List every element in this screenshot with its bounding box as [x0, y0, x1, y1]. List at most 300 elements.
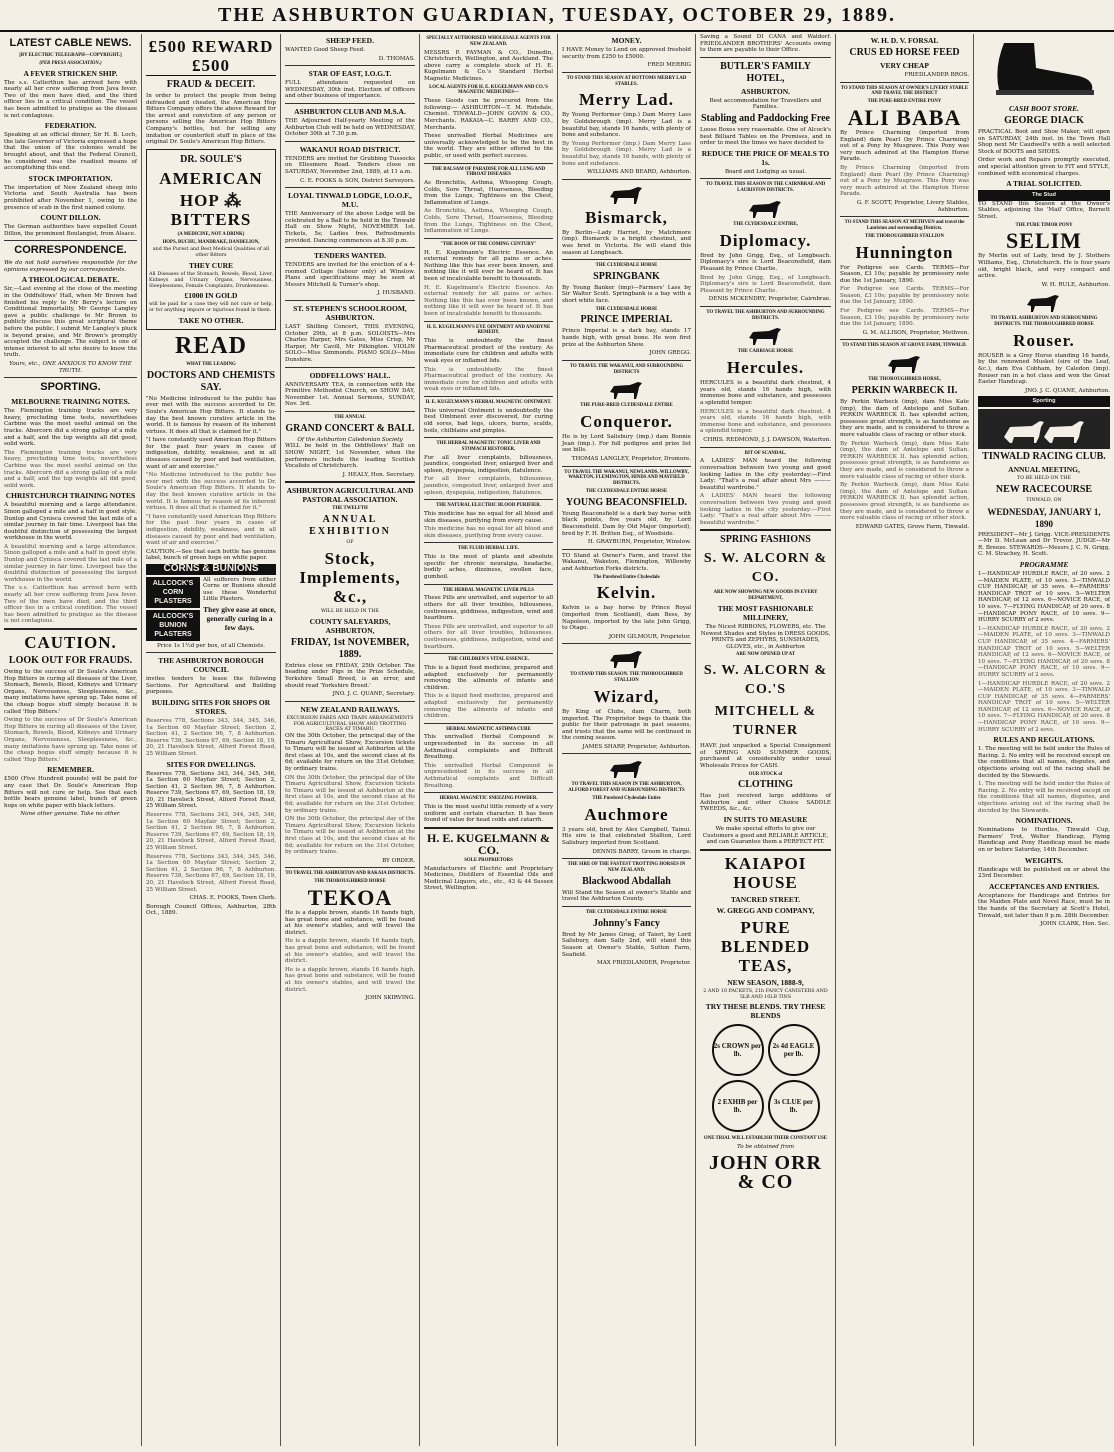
- paradise-heading: THE BALSAM OF PARADISE FOR ALL LUNG AND THROAT DISEASES: [431, 166, 546, 178]
- reward-heading: £500 REWARD £500: [146, 37, 276, 76]
- concert-signature: J. HEALY, Hon. Secretary.: [342, 471, 415, 478]
- ali-heading: ALI BABA: [847, 104, 962, 130]
- fever-text: The s.s. Catterthun has arrived here with nearly all her crew suffering from Java fever. Two of the men have died, and the third officer lies in a critical condition. The vessel has been admitted to pratique as the disease is not contagious.: [4, 79, 137, 119]
- tekoa-text-cont: He is a dapple brown, stands 16 hands high, has great bone and substance, will be found at his owner's stables, and will travel the district.: [285, 938, 415, 965]
- hunnington-signature: G. M. ALLISON, Proprietor, Methven.: [862, 329, 969, 336]
- column-5: [558, 34, 696, 1446]
- railways-sub: EXCURSION FARES AND TRAIN ARRANGEMENTS FOR AGRICULTURAL SHOW AND TROTTING RACES AT TIMARU.: [286, 715, 414, 733]
- melbourne-text: The Flemington training tracks are very heavy, precluding time tests, nevertheless Carbine was the most useful animal on the tracks. Abercorn did a strong gallop of a mile and a half, and the top weights all did good, solid work.: [4, 408, 137, 448]
- racecourse-heading: NEW RACECOURSE: [995, 483, 1093, 495]
- eye-text-cont: This is undoubtedly the finest Pharmaceutical product of the century. As immediate cure for children and adults with weak eyes or inflamed lids.: [424, 366, 553, 393]
- fraud-text: In order to protect the people from being defrauded and cheated, the American Hop Bitters Company offers the above Reward for the arrest and conviction of any person or persons selling the American Hop Bitters Company's bottles, but for selling any imitation or counterfeit stuff in place of the original Dr. Soule's American Hop Bitters.: [146, 93, 276, 146]
- herbal-text: These unrivalled Herbal Medicines are universally acknowledged to be the best in the world. They are either offered to the public, or used with perfect success.: [424, 133, 553, 159]
- ointment-heading: H. E. KUGELMANN'S HERBAL MAGNETIC OINTMENT.: [425, 399, 552, 405]
- lodge-heading: LOYAL TINWALD LODGE, I.O.O.F., M.U.: [288, 191, 412, 210]
- sheep-text: WANTED Good Sheep Feed.: [285, 47, 366, 53]
- horse-icon: [880, 352, 930, 374]
- horse-icon: [602, 378, 652, 400]
- scandal-text: A LADIES' MAN heard the following conversation between two young and good looking ladies in the city yesterday:—First Lady: "That's a real affair about Mrs ——— beautiful wardrobe.": [700, 458, 831, 491]
- dillon-text: The German authorities have expelled Count Dillon, the prominent Boulangist, from Alsace.: [4, 224, 137, 237]
- stock-text: The importation of New Zealand sheep into Victoria and South Australia has been prohibited after November 1, owing to the presence of scab in the first named colony.: [4, 184, 137, 211]
- sheep-heading: SHEEP FEED.: [326, 36, 374, 45]
- caution-heading: CAUTION.: [24, 633, 117, 652]
- held-on: TO BE HELD ON THE: [1017, 476, 1071, 482]
- auchmore-pre: TO TRAVEL THIS SEASON IN THE ASHBURTON, ALFORD FOREST AND SURROUNDING DISTRICTS: [568, 782, 685, 794]
- hercules-signature: CHRIS. REDMOND, J. J. DAWSON, Waterton.: [703, 437, 831, 444]
- sites-text: Reserves 778, Sections 343, 344, 345, 346, 1a Section 60 Mayfair Street; Section 2, Section 41, 2 Section 96, 7, 8 Ashburton. Reserve 739, Sections 67, 69, Section 18, 19, 20, 21 Havelock Street, Alford Forest Road, 25 William Street.: [146, 717, 276, 757]
- local-agents-heading: LOCAL AGENTS FOR H. E. KUGELMANN AND CO.'S MAGNETIC MEDICINES—: [429, 84, 548, 96]
- agri-heading: ASHBURTON AGRICULTURAL AND PASTORAL ASSOCIATION.: [286, 486, 414, 505]
- teas-heading: PURE BLENDED TEAS,: [720, 917, 811, 975]
- perkin-pre: TO STAND THIS SEASON AT GROVE FARM, TINWALD.: [842, 343, 967, 349]
- tekoa-pre: TO TRAVEL THE ASHBURTON AND RAKAIA DISTRICTS.: [285, 871, 415, 877]
- young-pre2: THE CLYDESDALE ENTIRE HORSE: [585, 489, 668, 494]
- selim-pre: TO STAND this Season at the Owner's Stables, adjoining the 'Mail' Office, Burnett Street.: [978, 200, 1110, 220]
- spring-heading: SPRING FASHIONS: [720, 534, 811, 546]
- caution-text-cont: Owing to the success of Dr Soule's American Hop Bitters in curing all diseases of the Liver, Stomach, Bowels, Blood, Kidneys and Urinary Organs, Nervousness, Sleeplessness, &c., many imitations have sprung up. Take none of the cheap bogus stuff simply because it is called 'Hop Bitters.': [4, 717, 137, 763]
- perkin-text-cont: By Perkin Warbeck (imp), dam Miss Kate (imp), the dam of Antelope and Sultan. PERKIN WARBECK II. has splendid action, possesses great strength, is as handsome as they are made, and is considered to throw a more valuable class of racing or other stock.: [840, 440, 969, 480]
- nominations-heading: NOMINATIONS.: [1015, 816, 1073, 826]
- prince-pre: THE CLYDESDALE HORSE: [595, 306, 658, 312]
- perkin-pre2: THE THOROUGHBRED HORSE,: [868, 377, 941, 383]
- agents-text: MESSRS P. FAYMAN & CO., Dunedin, Christchurch, Wellington, and Auckland. The above carry a complete stock of H. E. Kugelmann & Co.'s Standard Herbal Magnetic Medicines.: [424, 49, 553, 82]
- sheep-signature: D. THOMAS.: [378, 55, 415, 62]
- prince-heading: PRINCE IMPERIAL: [580, 314, 673, 326]
- hop-bitters-ad: [146, 149, 276, 330]
- perkin-heading: PERKIN WARBECK II.: [851, 385, 958, 397]
- wizard-pre: TO STAND THIS SEASON. THE THOROUGHBRED STALLION: [570, 672, 683, 684]
- hercules-heading: Hercules.: [726, 358, 805, 378]
- dillon-heading: COUNT DILLON.: [40, 213, 101, 223]
- borough-heading: THE ASHBURTON BOROUGH COUNCIL: [158, 656, 264, 675]
- clothing-text: Has just received large additions of Ashburton and other Choice SADDLE TWEEDS, &c., &c.: [700, 793, 831, 813]
- diack-text: PRACTICAL Boot and Shoe Maker, will open on SATURDAY, 24th inst. in the Town Hall Shop next Mr Caudwell's with a well selected Stock of BOOTS and SHOES.: [978, 129, 1110, 155]
- cures-text: All Diseases of the Stomach, Bowels, Blood, Liver, Kidneys and Urinary Organs, Nervousness, Sleeplessness, Female Complaints, Drunkenness.: [149, 271, 273, 289]
- tonic-heading: THE HERBAL MAGNETIC TONIC LIVER AND STOMACH RESTORER.: [436, 441, 541, 452]
- wizard-text: By King of Clubs, dam Charm, both imported. The Proprietor begs to thank the public for their patronage in past seasons, and trusts that the same will be continued in the coming season.: [562, 708, 691, 742]
- merry-pre: TO STAND THIS SEASON AT BOTTOMS MERRY LAD STABLES.: [566, 75, 687, 87]
- agri-of: OF: [346, 540, 354, 546]
- borough-date: Borough Council Offices, Ashburton, 28th Oct., 1889.: [146, 903, 276, 917]
- railways-text-cont2: ON the 30th October, the principal day of the Timaru Agricultural Show, Excursion tickets to Timaru will be issued at Ashburton at the first class at 10s, and the second class at 6s 6d; available for return on the 31st October, by ordinary trains.: [285, 816, 415, 856]
- agri-signature: JNO. J. C. QUANE, Secretary.: [332, 691, 415, 698]
- pills-text: These Pills are unrivalled, and superior to all others for all liver troubles, biliousness, costiveness, giddiness, indigestion, wind and heartburn.: [424, 595, 553, 622]
- hunnington-heading: Hunnington: [855, 242, 954, 262]
- kelvin-signature: JOHN GILMOUR, Proprietor.: [608, 633, 691, 640]
- annual-meeting: ANNUAL MEETING,: [1008, 465, 1080, 475]
- purifier-text: This medicine has no equal for all blood and skin diseases, purifying from every cause.: [424, 511, 553, 524]
- asthma-heading: HERBAL MAGNETIC ASTHMA CURE: [446, 726, 531, 732]
- diplomacy-pre: TO TRAVEL THIS SEASON IN THE CAIRNBRAE AND LAURISTON DISTRICTS.: [705, 182, 826, 194]
- purifier-heading: THE NATURAL ELECTRIC BLOOD PURIFIER.: [436, 503, 541, 509]
- debate-text: Sir,—Last evening at the close of the meeting in the Oddfellows' Hall, when Mr Brown had finished his reply to Mr Berry's lecture on Conditional Immortality, Mr George Langley gave a public challenge to Mr Brown to publicly discuss this great scriptural theme before the public. I submit Mr Langley's pluck is beyond praise, and Mr Brown's promptly accepted the challenge. The subject is one of intense interest to all who desire to know the truth.: [4, 286, 137, 359]
- acceptances-text: Acceptances for Handicaps and Entries for the Maiden Plate and Novel Race, must be in the hands of the Secretary at Scott's Hotel, Tinwald, not later than 9 p.m. 28th December.: [978, 892, 1110, 919]
- boon-heading: "THE BOON OF THE COMING CENTURY": [440, 241, 537, 247]
- column-2: [142, 34, 281, 1446]
- club-heading: ASHBURTON CLUB AND M.S.A.: [294, 106, 406, 116]
- column-7: [836, 34, 974, 1446]
- gold-reward-text: will be paid for a case they will not cure or help, or for anything impure or injurious found in them.: [149, 302, 273, 314]
- tancred-street: TANCRED STREET.: [730, 894, 801, 904]
- read-sub: WHAT THE LEADING: [186, 361, 236, 367]
- testimonial-2: "I have constantly used American Hop Bitters for the past four years in cases of indigestion, debility, weakness, and in all diseases caused by poor and bad ventilation, want of air and exercise.": [146, 437, 276, 470]
- agri-held: WILL BE HELD IN THE: [320, 608, 379, 614]
- agri-annual: ANNUAL EXHIBITION: [309, 514, 391, 538]
- caution-text: Owing to the success of Dr Soule's American Hop Bitters in curing all diseases of the Liver, Stomach, Bowels, Blood, Kidneys and Urinary Organs, Nervousness, Sleeplessness, &c., many imitations have sprung up. Take none of the cheap bogus stuff simply because it is called 'Hop Bitters.': [4, 669, 137, 715]
- hunnington-text-cont: For Pedigree see Cards. TERMS—For Season, £3 10s; payable by promissory note due the 1st January, 1890.: [840, 286, 969, 306]
- tekoa-heading: TEKOA: [307, 884, 393, 910]
- federation-heading: FEDERATION.: [44, 121, 97, 131]
- gold-reward: £1000 IN GOLD: [184, 291, 238, 301]
- concert-heading: GRAND CONCERT & BALL: [285, 422, 415, 434]
- concert-text: WILL be held in the Oddfellows' Hall on SHOW NIGHT, 1st November, when the performers include the leading Scottish Vocalists of Christchurch.: [285, 443, 415, 470]
- firm-text: Manufacturers of Electric and Proprietary Medicines, Distillers of Essential Oils and Medicinal Liquors, etc., etc., 43 & 44 Sussex Street, Wellington.: [424, 865, 553, 892]
- school-text: LAST Shilling Concert, THIS EVENING, October 29th, at 8 p.m. SOLOISTS—Mrs Charles Harper, Mrs Gates, Miss Crisp, Mr Harper, Mr Cavill, Mr Pilkington. VIOLIN SOLO—Miss Simmonds. PIANO SOLO—Miss Dunshire.: [285, 324, 415, 364]
- selim-pre2: THE PURE TIMOR PONY: [1015, 222, 1073, 228]
- perkin-signature: EDWARD GATES, Grove Farm, Tinwald.: [855, 523, 969, 530]
- boon-text: H. E. Kugelmann's Electric Essence. An external remedy for all pains or aches. Nothing like this has ever been known, and nothing like it will ever be heard of. It has been of incalculable benefit to thousands.: [424, 249, 553, 283]
- millinery-heading: THE MOST FASHIONABLE MILLINERY,: [717, 603, 814, 622]
- springbank-text: By Young Banker (imp)—Farmers' Lass by Sir Walter Scott. Springbank is a bay with a short white face.: [562, 284, 691, 305]
- conqueror-text: He is by Lord Salisbury (imp.) dam Bonnie Jean (imp.). For full pedigree and prize list see bills.: [562, 434, 691, 454]
- weights-heading: WEIGHTS.: [1024, 855, 1064, 865]
- wakanui-signature: C. E. FOOKS & SON, District Surveyors.: [300, 177, 415, 184]
- borough-text: invites tenders to lease the following Sections. For Agricultural and Building purposes.: [146, 676, 276, 696]
- tekoa-text: He is a dapple brown, stands 16 hands high, has great bone and substance, will be found at his owner's stables, and will travel the district.: [285, 909, 415, 936]
- masthead-title: THE ASHBURTON GUARDIAN, TUESDAY, OCTOBER 29, 1889.: [218, 3, 896, 26]
- kelvin-text: Kelvin is a bay horse by Prince Royal (imported from Scotland), dam Bess, by Napoleon, imported by the late John Grigg, to Otago.: [562, 605, 691, 632]
- blend-clue: 3s CLUE per lb.: [768, 1080, 820, 1132]
- hercules-pre2: THE CARRIAGE HORSE: [737, 349, 794, 355]
- railways-text: ON the 30th October, the principal day of the Timaru Agricultural Show, Excursion tickets to Timaru will be issued at Ashburton at the first class at 10s, and the second class at 6s 6d; available for return on the 31st October, by ordinary trains.: [285, 733, 415, 773]
- brand-line-1: DR. SOULE'S: [180, 153, 242, 165]
- try-blends: TRY THESE BLENDS. TRY THESE BLENDS: [705, 1002, 826, 1021]
- ali-text-cont: By Prince Charming (imported from England) dam Pearl (by Prince Charming) out of a Pony by Musgrave. This Pony was very much admired at the Hampton Horse Parade.: [840, 164, 969, 198]
- horse-icon: [602, 757, 652, 779]
- diplomacy-heading: Diplomacy.: [719, 230, 812, 250]
- programme-heading: PROGRAMME: [1019, 560, 1069, 570]
- stabling-heading: Stabling and Paddocking Free: [700, 112, 830, 124]
- rouser-pre: TO TRAVEL ASHBURTON AND SURROUNDING DISTRICTS. THE THOROUGHBRED HORSE: [990, 316, 1098, 328]
- boon-text-cont: H. E. Kugelmann's Electric Essence. An external remedy for all pains or aches. Nothing like this has ever been known, and nothing like it will ever be heard of. It has been of incalculable benefit to thousands.: [424, 284, 553, 317]
- tea-blends-row: [700, 1022, 831, 1078]
- auchmore-text: 3 years old, bred by Alex Campbell, Tainui. His sire is that celebrated Stallion, Lord Salisbury imported from Scotland.: [562, 826, 691, 847]
- tonic-text-cont: For all liver complaints, biliousness, jaundice, congested liver, enlarged liver and spleen, dyspepsia, indigestion, flatulence.: [424, 476, 553, 496]
- ribbons-text: The Nicest RIBBONS, FLOWERS, etc. The Newest Shades and Styles in DRESS GOODS, PRINTS and ZEPHYRS, SUNSHADES, GLOVES, etc., in Ashburton: [700, 623, 831, 650]
- rouser-text: ROUSER is a Grey Horse standing 16 hands, by the renowned Musket (sire of the Leaf, &c.), dam Eva Cobham, by Caledon (imp). Rouser ran in a hot class and won the Great Easter Handicap.: [978, 352, 1110, 386]
- rules-heading: RULES AND REGULATIONS.: [993, 735, 1095, 745]
- lodge-text: THE Anniversary of the above Lodge will be celebrated by a Ball to be held in the Tinwald Hall on Show Night, NOVEMBER 1st. Tickets, 5s; Ladies free. Refreshments provided. Dancing commences at 8.30 p.m.: [285, 211, 415, 244]
- column-3: [281, 34, 420, 1446]
- corns-price: Price 1s 1½d per box, of all Chemists.: [157, 642, 265, 649]
- money-heading: MONEY.: [611, 36, 642, 45]
- star-text: FULL attendance requested on WEDNESDAY, 30th inst. Election of Officers and other business of importance.: [285, 80, 415, 100]
- tekoa-pre2: THE THOROUGHBRED HORSE: [314, 879, 386, 885]
- melbourne-text-cont: The Flemington training tracks are very heavy, precluding time tests, nevertheless Carbine was the most useful animal on the tracks. Abercorn did a strong gallop of a mile and a half, and the top weights all did good, solid work.: [4, 449, 137, 489]
- ali-text: By Prince Charming (imported from England) dam Pearl (by Prince Charming) out of a Pony by Musgrave. This Pony was very much admired at the Hampton Horse Parade.: [840, 129, 969, 163]
- doctors-heading: DOCTORS AND CHEMISTS SAY.: [146, 369, 276, 393]
- wakanui-heading: WAKANUI ROAD DISTRICT.: [299, 144, 401, 154]
- club-text: THE Adjourned Half-yearly Meeting of the Ashburton Club will be held on WEDNESDAY, October 30th at 7.30 p.m.: [285, 117, 415, 138]
- wizard-signature: JAMES SHARP, Proprietor, Ashburton.: [582, 743, 691, 750]
- friedlander-notice: Saving a Sound DI CANA and Waldorf. FRIEDLANDER BROTHERS' Accounts owing to them are payable to their Office.: [700, 34, 831, 54]
- agri-date: FRIDAY, 1st NOVEMBER, 1889.: [290, 636, 410, 660]
- blend-eagle: 2s 4d EAGLE per lb.: [768, 1024, 820, 1076]
- johnny-pre: THE CLYDESDALE ENTIRE HORSE: [585, 910, 668, 916]
- wizard-heading: Wizard,: [593, 686, 660, 706]
- horse-feed-heading: CRUS ED HORSE FEED: [849, 47, 960, 58]
- blackwood-pre: THE SIRE OF THE FASTEST TROTTING HORSES IN NEW ZEALAND.: [567, 862, 686, 874]
- eye-heading: H. E. KUGELMANN'S EYE OINTMENT AND ANODYNE REMEDY.: [426, 324, 551, 336]
- agri-stock: Stock, Implements, &c.,: [299, 548, 401, 606]
- alcorn-heading-2: S. W. ALCORN & CO.'S: [703, 663, 828, 698]
- remember-text: £500 (Five Hundred pounds) will be paid for any case that Dr. Soule's American Hop Bitters will not cure or help. See that each bottle bears genuine label, bunch of green hops on white paper with black letters.: [4, 776, 137, 809]
- auchmore-heading: Auchmore: [584, 804, 669, 824]
- firm-heading: H. E. KUGELMANN & CO.: [427, 830, 550, 857]
- bismarck-heading: Bismarck,: [585, 207, 668, 227]
- rouser-heading: Rouser.: [1013, 330, 1075, 350]
- paradise-text-cont: As Bronchitis, Asthma, Whooping Cough, Colds, Sore Throat, Hoarseness, Bleeding from the Lungs, Tightness on the Chest, Inflammation of Lungs.: [424, 208, 553, 235]
- christchurch-heading: CHRISTCHURCH TRAINING NOTES: [5, 491, 136, 501]
- ali-signature: G. F. SCOTT, Proprietor, Livery Stables, Ashburton.: [856, 199, 969, 213]
- asthma-text-cont: This unrivalled Herbal Compound is unprecedented in its success in all Asthmatical complaints and Difficult Breathing.: [424, 762, 553, 789]
- merry-heading: Merry Lad.: [579, 90, 674, 110]
- merry-text-cont: By Young Performer (imp.) Dam Merry Lass by Goldsbrough (imp). Merry Lad is a beautiful bay, stands 16 hands, with plenty of bone and substance.: [562, 140, 691, 167]
- money-text: I HAVE Money to Lend on approved freehold security from £250 to £5000.: [562, 47, 691, 60]
- correspondence-heading: CORRESPONDENCE.: [14, 244, 127, 257]
- trial-heading: A TRIAL SOLICITED.: [1006, 179, 1082, 189]
- mitchell-text: HAVE just unpacked a Special Consignment of SPRING AND SUMMER GOODS, purchased at considerably under usual Wholesale Prices for CASH.: [700, 743, 831, 769]
- blackwood-text: Will Stand the Season at owner's Stable and travel the Ashburton County.: [562, 889, 691, 903]
- hunnington-text-cont2: For Pedigree see Cards. TERMS—For Season, £3 10s; payable by promissory note due the 1st January, 1890.: [840, 308, 969, 328]
- column-6: [696, 34, 836, 1446]
- forsal-line: W. H. D. V. FORSAL: [870, 36, 939, 45]
- race-date: WEDNESDAY, JANUARY 1, 1890: [987, 506, 1101, 529]
- blend-crown: 2s CROWN per lb.: [712, 1024, 764, 1076]
- agents-heading: SPECIALLY AUTHORISED WHOLESALE AGENTS FOR NEW ZEALAND.: [426, 36, 551, 47]
- ali-pre2: THE PURE-BRED ENTIRE PONY: [867, 99, 942, 105]
- selim-heading: SELIM: [1006, 228, 1082, 254]
- borough-signature: CHAS. E. FOOKS, Town Clerk.: [189, 895, 276, 902]
- young-pre: TO TRAVEL THE WAKANUI, NEWLANDS, WILLOWBY, WAKETON, FLEMINGTON, HINDS AND MAYFIELD DISTRICTS.: [564, 469, 689, 487]
- concert-sub: Of the Ashburton Caledonian Society: [297, 436, 403, 443]
- oddfellows-heading: ODDFELLOWS' HALL.: [309, 370, 391, 380]
- kelvin-pre: TO Stand at Owner's Farm, and travel the Wakanui, Waketon, Flemington, Willowby and Ashburton Forks districts.: [562, 552, 691, 572]
- board-text: Board and Lodging as usual.: [724, 168, 807, 175]
- racing-horses-icon: [978, 409, 1110, 449]
- caution-2: CAUTION.—See that each bottle has genuine label, bunch of green hops on white paper.: [146, 548, 276, 562]
- corn-plaster-label: ALLCOCK'S CORN PLASTERS: [146, 577, 200, 608]
- tekoa-signature: JOHN SKIRVING.: [365, 995, 415, 1002]
- now-open: ARE NOW OPENED UP AT: [736, 652, 795, 658]
- railways-heading: NEW ZEALAND RAILWAYS.: [300, 704, 400, 714]
- packets-line: 2 AND 10 PACKETS, 21b FANCY CANISTERS AND 5LB AND 10LB TINS: [703, 988, 828, 1000]
- johnny-signature: MAX FRIEDLANDER, Proprietor.: [597, 960, 691, 967]
- ointment-text: This universal Ointment is undoubtedly the best Ointment ever discovered, for curing old sores, bad legs, ulcers, burns, scalds, boils, chilblains and pimples.: [424, 407, 553, 434]
- debate-signature: Yours, etc., ONE ANXIOUS TO KNOW THE TRUTH.: [9, 361, 132, 374]
- suits-heading: IN SUITS TO MEASURE: [723, 815, 808, 825]
- snuff-text: This is the most useful little remedy of a very uniform and certain character. It has been found of value for head colds and catarrh.: [424, 804, 553, 824]
- scandal-heading: BIT OF SCANDAL.: [744, 450, 787, 456]
- corns-heading: CORNS & BUNIONS: [146, 564, 276, 575]
- horse-icon: [741, 324, 791, 346]
- kaiapoi-heading: KAIAPOI HOUSE: [724, 853, 807, 892]
- rules-text-cont: 1. The meeting will be held under the Rules of Racing. 2. No entry will be received except on the conditions that all names, disputes, and objections arising out of the racing shall be decided by the Stewards.: [978, 781, 1110, 814]
- vital-heading: THE CHILDREN'S VITAL ESSENCE.: [447, 657, 530, 663]
- brand-line-3: HOP ⁂ BITTERS: [170, 190, 252, 229]
- debate-heading: A THEOLOGICAL DEBATE.: [21, 275, 120, 285]
- young-signature: H. GRAYBURN, Proprietor, Winslow.: [587, 539, 691, 546]
- school-heading: ST. STEPHEN'S SCHOOLROOM, ASHBURTON.: [293, 304, 407, 323]
- corns-text: All sufferers from either Corns or Bunions should use these Wonderful Little Plasters.: [203, 576, 276, 603]
- butler-location: ASHBURTON.: [741, 86, 790, 96]
- nominations-text: Nominations to Hurdles, Tinwald Cup, Farmers' Trot, Welter Handicap, Flying Handicap and Pony Handicap must be made on or before Saturday, 14th December.: [978, 827, 1110, 853]
- butler-text: Best accommodation for Travellers and Families.: [709, 97, 822, 111]
- blend-exhib: 2 EXHIB per lb.: [712, 1080, 764, 1132]
- weights-text: Handicaps will be published on or about the 23rd December.: [978, 866, 1110, 880]
- rouser-signature: JNO. J. C. QUANE, Ashburton.: [1024, 387, 1110, 394]
- concert-pre: THE ANNUAL: [334, 415, 366, 420]
- merry-signature: WILLIAMS AND BEARD, Ashburton.: [587, 169, 691, 176]
- horse-icon: [602, 183, 652, 205]
- fluid-text: This is the most of plants and absolute specific for chronic neuralgia, headache, bodily aches, dizziness, swollen face, gumboil.: [424, 554, 553, 580]
- trial-line: ONE TRIAL WILL ESTABLISH THEIR CONSTANT USE: [704, 1136, 827, 1142]
- tonic-text: For all liver complaints, biliousness, jaundice, congested liver, enlarged liver and spleen, dyspepsia, indigestion, flatulence.: [424, 454, 553, 474]
- programme-text: 1—HANDICAP HURDLE RACE, of 20 sovs. 2—MAIDEN PLATE, of 10 sovs. 3—TINWALD CUP HANDICAP, of 35 sovs. 4—FARMERS' HANDICAP TROT of 10 sovs. 5—WELTER HANDICAP, of 12 sovs. 6—NOVICE RACE, of 10 sovs. 7—FLYING HANDICAP, of 20 sovs. 8—HANDICAP PONY RACE, of 10 sovs. 9—HURRY SCURRY of 2 sovs.: [978, 571, 1110, 624]
- oddfellows-text: ANNIVERSARY TEA, in connection with the Primitive Methodist Church, on SHOW DAY, November 1st. Annual Sermons, SUNDAY, Nov. 3rd.: [285, 381, 415, 408]
- johnny-heading: Johnny's Fancy: [593, 917, 660, 929]
- programme-text-cont: 1—HANDICAP HURDLE RACE, of 20 sovs. 2—MAIDEN PLATE, of 10 sovs. 3—TINWALD CUP HANDICAP, of 35 sovs. 4—FARMERS' HANDICAP TROT of 10 sovs. 5—WELTER HANDICAP, of 12 sovs. 6—NOVICE RACE, of 10 sovs. 7—FLYING HANDICAP, of 20 sovs. 8—HANDICAP PONY RACE, of 10 sovs. 9—HURRY SCURRY of 2 sovs.: [978, 625, 1110, 678]
- christchurch-text-cont2: The s.s. Catterthun has arrived here with nearly all her crew suffering from Java fever. Two of the men have died, and the third officer lies in a critical condition. The vessel has been admitted to pratique as the disease is not contagious.: [4, 585, 137, 625]
- stud-heading: The Stud: [978, 190, 1110, 201]
- tenders-heading: TENDERS WANTED.: [314, 251, 386, 261]
- obtained-line: To be obtained from: [736, 1144, 795, 1151]
- auchmore-signature: DENNIS BARRY, Groom in charge.: [592, 848, 691, 855]
- melbourne-heading: MELBOURNE TRAINING NOTES.: [11, 397, 130, 407]
- christchurch-text: A beautiful morning and a large attendance. Sinon galloped a mile and a half in good style. Dunlop and Cynisca covered the last mile of a similar journey in fair time. Liverpool has the doubtful distinction of possessing the largest workhouse in the world.: [4, 502, 137, 542]
- young-text: Young Beaconsfield is a dark bay horse with black points, five years old, by Lord Beaconsfield. Dam by Old Major (imported), bred by F. H. Britten Esq., of Woodside.: [562, 510, 691, 537]
- remember-heading: REMEMBER.: [47, 765, 94, 775]
- hercules-text: HERCULES is a beautiful dark chestnut, 4 years old, stands 16 hands high, with immense bone and substance, and possesses a splendid temper.: [700, 380, 831, 407]
- kelvin-pre2: The Purebred Entire Clydesdale: [593, 574, 660, 580]
- reduce-heading: REDUCE THE PRICE OF MEALS TO 1s.: [701, 148, 830, 167]
- tenders-signature: J. HUSBAND.: [377, 290, 415, 297]
- selim-signature: W. H. RULE, Ashburton.: [1041, 281, 1110, 288]
- sites-heading: BUILDING SITES FOR SHOPS OR STORES.: [151, 697, 271, 716]
- hercules-text-cont: HERCULES is a beautiful dark chestnut, 4 years old, stands 16 hands high, with immense bone and substance, and possesses a splendid temper.: [700, 408, 831, 435]
- column-8: [974, 34, 1114, 1446]
- hercules-pre: TO TRAVEL THE ASHBURTON AND SURROUNDING DISTRICTS.: [706, 309, 825, 321]
- diplomacy-text-cont: Bred by John Grigg, Esq., of Longbeach. Diplomacy's sire is Lord Beaconsfield, dam Pleasant by Prince Charlie.: [700, 274, 831, 294]
- press-assoc-note: (PER PRESS ASSOCIATION.): [39, 60, 102, 66]
- selim-text: By Merlin out of Lady, bred by J. Stothers Williams, Esq., Christchurch. He is four years old, bright black, and very compact and active.: [978, 253, 1110, 280]
- sporting-heading: SPORTING.: [40, 381, 101, 394]
- tea-blends-row-2: [700, 1078, 831, 1134]
- perkin-text: By Perkin Warbeck (imp), dam Miss Kate (imp), the dam of Antelope and Sultan. PERKIN WARBECK II. has splendid action, possesses great strength, is as handsome as they are made, and is considered to throw a more valuable class of racing or other stock.: [840, 399, 969, 438]
- stock-heading: STOCK IMPORTATION.: [28, 173, 113, 183]
- cash-boot-heading: CASH BOOT STORE.: [1008, 104, 1080, 113]
- dwellings-heading: SITES FOR DWELLINGS.: [166, 759, 256, 769]
- horse-feed-signature: FRIEDLANDER BROS.: [904, 72, 969, 78]
- masthead: [0, 0, 1114, 32]
- sporting-banner: Sporting: [978, 396, 1110, 407]
- acceptances-heading: ACCEPTANCES AND ENTRIES.: [988, 881, 1100, 891]
- vital-text-cont: This is a liquid food medicine, prepared and adapted exclusively for permanently removing the ailments of infants and children.: [424, 693, 553, 720]
- cable-news-heading: LATEST CABLE NEWS.: [9, 37, 132, 49]
- brand-tag: (A MEDICINE, NOT A DRINK): [177, 231, 245, 237]
- boot-icon: [978, 34, 1110, 102]
- firm-sub: SOLE PROPRIETORS: [464, 857, 513, 863]
- diack-heading: GEORGE DIACK: [1004, 115, 1084, 126]
- star-heading: STAR OF EAST, I.O.G.T.: [308, 69, 392, 79]
- eye-text: This is undoubtedly the finest Pharmaceutical product of the century. As immediate cure for children and adults with weak eyes or inflamed lids.: [424, 338, 553, 364]
- orr-heading: JOHN ORR & CO: [709, 1151, 822, 1193]
- tinwald-heading: TINWALD RACING CLUB.: [982, 451, 1106, 463]
- johnny-text: Bred by Mr James Grieg, of Taieri, by Lord Salisbury, dam Sally 2nd, will stand this Season at Owner's Stable, Sutton Farm, Seafield.: [562, 931, 691, 958]
- clothing-heading: CLOTHING: [737, 779, 793, 791]
- stabling-text: Loose Boxes very reasonable. One of Alcock's best Billiard Tables on the Premises, and in order to meet the times we have decided to: [700, 126, 831, 147]
- horse-feed-sub: VERY CHEAP: [880, 61, 929, 70]
- money-signature: FRED MERRIG: [647, 62, 691, 69]
- brand-ingredients-2: and the Purest and Best Medical Qualities of all other Bitters: [152, 247, 270, 259]
- column-4: [420, 34, 558, 1446]
- conqueror-pre2: THE PURE-BRED CLYDESDALE ENTIRE: [580, 403, 673, 409]
- auchmore-pre2: THE Purebred Clydesdale Entire: [592, 796, 661, 802]
- merry-text: By Young Performer (imp.) Dam Merry Lass by Goldsbrough (imp). Merry Lad is a beautiful bay, stands 16 hands, with plenty of bone and substance.: [562, 112, 691, 139]
- cures-heading: THEY CURE: [188, 260, 234, 270]
- corns-cure: They give ease at once, generally curing in a few days.: [203, 604, 276, 632]
- perkin-text-cont2: By Perkin Warbeck (imp), dam Miss Kate (imp), the dam of Antelope and Sultan. PERKIN WARBECK II. has splendid action, possesses great strength, is as handsome as they are made, and is considered to throw a more valuable class of racing or other stock.: [840, 482, 969, 522]
- horse-icon: [1019, 291, 1069, 313]
- testimonial-4: "I have constantly used American Hop Bitters for the past four years in cases of indigestion, debility, weakness, and in all diseases caused by poor and bad ventilation, want of air and exercise.": [146, 513, 276, 547]
- blackwood-heading: Blackwood Abdallah: [582, 875, 671, 887]
- rules-text: 1. The meeting will be held under the Rules of Racing. 2. No entry will be received except on the conditions that all names, disputes, and objections arising out of the racing shall be decided by the Stewards.: [978, 746, 1110, 779]
- railways-signature: BY ORDER.: [382, 857, 415, 864]
- season-line: NEW SEASON, 1888-9,: [727, 977, 804, 987]
- local-agents-text: These Goods can be procured from the following:— ASHBURTON—T. M. Ridsdale, Chemist. TINWALD—JOHN GOVIN & CO., Merchants. RAKAIA—C. BARRY AND CO., Merchants.: [424, 98, 553, 131]
- dwellings-text: Reserves 778, Sections 343, 344, 345, 346, 1a Section 60 Mayfair Street; Section 2, Section 41, 2 Section 96, 7, 8 Ashburton. Reserve 739, Sections 67, 69, Section 18, 19, 20, 21 Havelock Street, Alford Forest Road, 25 William Street.: [146, 770, 276, 810]
- read-heading: READ: [174, 332, 247, 359]
- hunnington-pre: TO STAND THIS SEASON AT METHVEN and travel the Lauriston and surrounding Districts.: [844, 220, 965, 231]
- hunnington-pre2: THE THOROUGHBRED STALLION: [865, 233, 944, 239]
- vital-text: This is a liquid food medicine, prepared and adapted exclusively for permanently removing the ailments of infants and children.: [424, 664, 553, 691]
- conqueror-signature: THOMAS LANGLEY, Proprietor, Dromore.: [571, 456, 691, 463]
- springbank-heading: SPRINGBANK: [593, 270, 660, 282]
- brand-line-2: AMERICAN: [159, 168, 263, 188]
- fluid-heading: THE FLUID HERBAL LIFE.: [457, 546, 520, 552]
- brand-ingredients: HOPS, BUCHU, MANDRAKE, DANDELION,: [162, 239, 260, 245]
- frauds-heading: LOOK OUT FOR FRAUDS.: [8, 655, 133, 666]
- alcorn-text: ARE NOW SHOWING NEW GOODS IN EVERY DEPARTMENT,: [713, 590, 818, 602]
- mitchell-heading: MITCHELL & TURNER: [714, 704, 817, 739]
- bismarck-text: By Berlin—Lady Harriet, by Matchmore (imp). Bismarck is a bright chestnut, and was bred in Victoria. He will stand this season at Longbeach.: [562, 229, 691, 256]
- officers-text: PRESIDENT—Mr J. Grigg. VICE-PRESIDENTS—Mr D. McLean and Dr Trevor. JUDGE—Mr R. Breeze. STEWARDS—Messrs J. C. N. Grigg, C. M. Strachey, H. Scott.: [978, 531, 1110, 558]
- pills-text-cont: These Pills are unrivalled, and superior to all others for all liver troubles, biliousness, costiveness, giddiness, indigestion, wind and heartburn.: [424, 623, 553, 650]
- testimonial-1: "No Medicine introduced to the public has ever met with the success accorded to Dr. Soule's American Hop Bitters. It stands to-day the best known curative article in the world. It is famous by reason of its inherent virtues. It does all that is claimed for it.": [146, 395, 276, 435]
- diplomacy-text: Bred by John Grigg, Esq., of Longbeach. Diplomacy's sire is Lord Beaconsfield, dam Pleasant by Prince Charlie.: [700, 252, 831, 272]
- butler-heading: BUTLER'S FAMILY HOTEL,: [720, 60, 811, 84]
- pills-heading: THE HERBAL MAGNETIC LIVER PILLS: [443, 587, 534, 593]
- asthma-text: This unrivalled Herbal Compound is unprecedented in its success in all Asthmatical complaints and Difficult Breathing.: [424, 734, 553, 761]
- bunion-plaster-label: ALLCOCK'S BUNION PLASTERS: [146, 610, 200, 641]
- conqueror-heading: Conqueror.: [580, 412, 673, 432]
- correspondence-note: We do not hold ourselves responsible for the opinions expressed by our correspondents.: [4, 260, 137, 273]
- horse-icon: [741, 197, 791, 219]
- remember-end: None other genuine. Take no other.: [20, 811, 121, 818]
- paradise-text: As Bronchitis, Asthma, Whooping Cough, Colds, Sore Throat, Hoarseness, Bleeding from the Lungs, Tightness on the Chest, Inflammation of Lungs.: [424, 180, 553, 206]
- gregg-heading: W. GREGG AND COMPANY,: [716, 905, 815, 915]
- stock-label: OUR STOCK of: [748, 771, 783, 777]
